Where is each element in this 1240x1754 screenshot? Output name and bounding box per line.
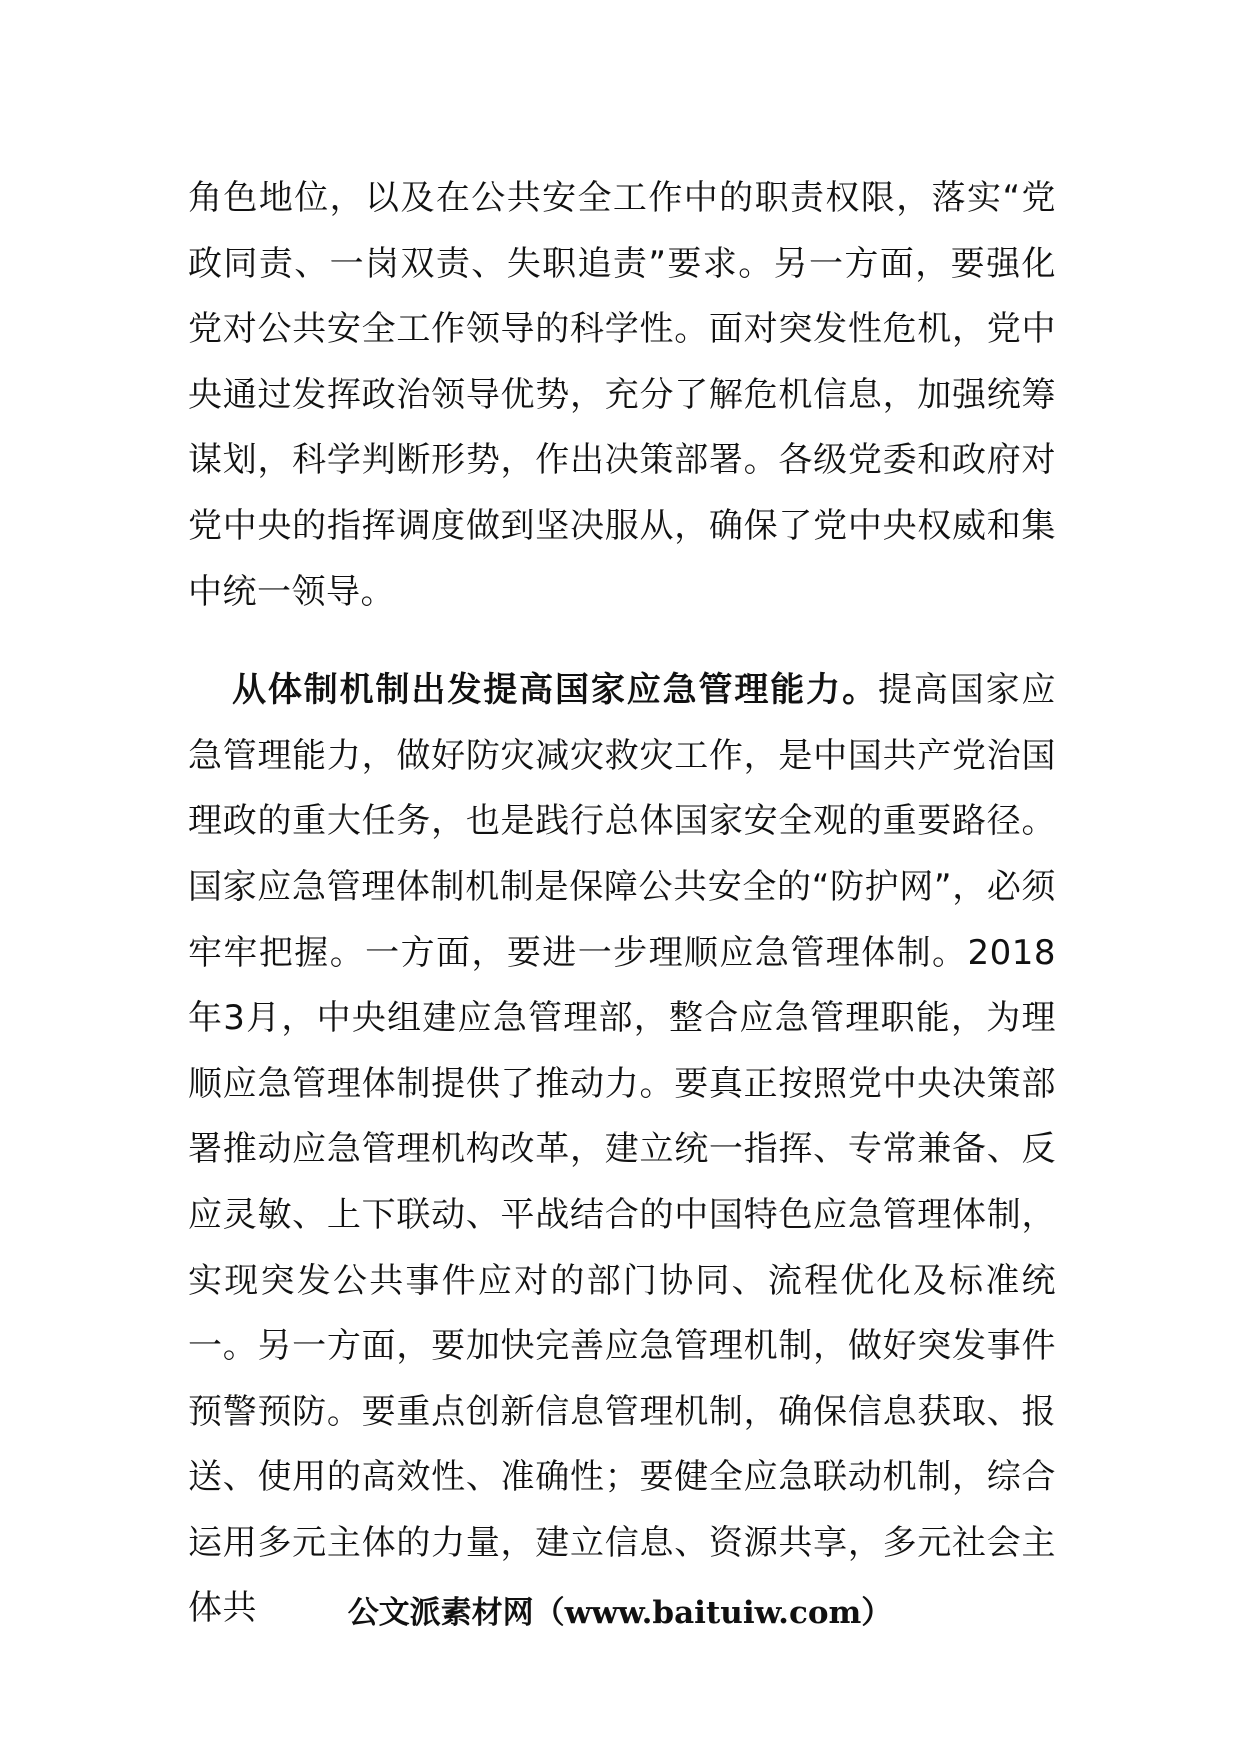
- paragraph-text: 角色地位，以及在公共安全工作中的职责权限，落实“党政同责、一岗双责、失职追责”要求。另一方面，要强化党对公共安全工作领导的科学性。面对突发性危机，党中央通过发挥政治领导优势，充分了解危机信息，加强统筹谋划，科学判断形势，作出决策部署。各级党委和政府对党中央的指挥调度做到坚决服从，确保了党中央权威和集中统一领导。: [188, 178, 1056, 612]
- document-body: [188, 166, 1056, 1642]
- paragraph-text: 提高国家应急管理能力，做好防灾减灾救灾工作，是中国共产党治国理政的重大任务，也是践行总体国家安全观的重要路径。国家应急管理体制机制是保障公共安全的“防护网”，必须牢牢把握。一方面，要进一步理顺应急管理体制。2018年3月，中央组建应急管理部，整合应急管理职能，为理顺应急管理体制提供了推动力。要真正按照党中央决策部署推动应急管理机构改革，建立统一指挥、专常兼备、反应灵敏、上下联动、平战结合的中国特色应急管理体制，实现突发公共事件应对的部门协同、流程优化及标准统一。另一方面，要加快完善应急管理机制，做好突发事件预警预防。要重点创新信息管理机制，确保信息获取、报送、使用的高效性、准确性；要健全应急联动机制，综合运用多元主体的力量，建立信息、资源共享，多元社会主体共: [188, 670, 1056, 1629]
- paragraph-lead: 从体制机制出发提高国家应急管理能力。: [232, 670, 878, 711]
- page-footer-watermark: 公文派素材网（www.baituiw.com）: [347, 1595, 893, 1631]
- paragraph-continued: [188, 166, 1056, 625]
- paragraph-emergency-management: [188, 658, 1056, 1642]
